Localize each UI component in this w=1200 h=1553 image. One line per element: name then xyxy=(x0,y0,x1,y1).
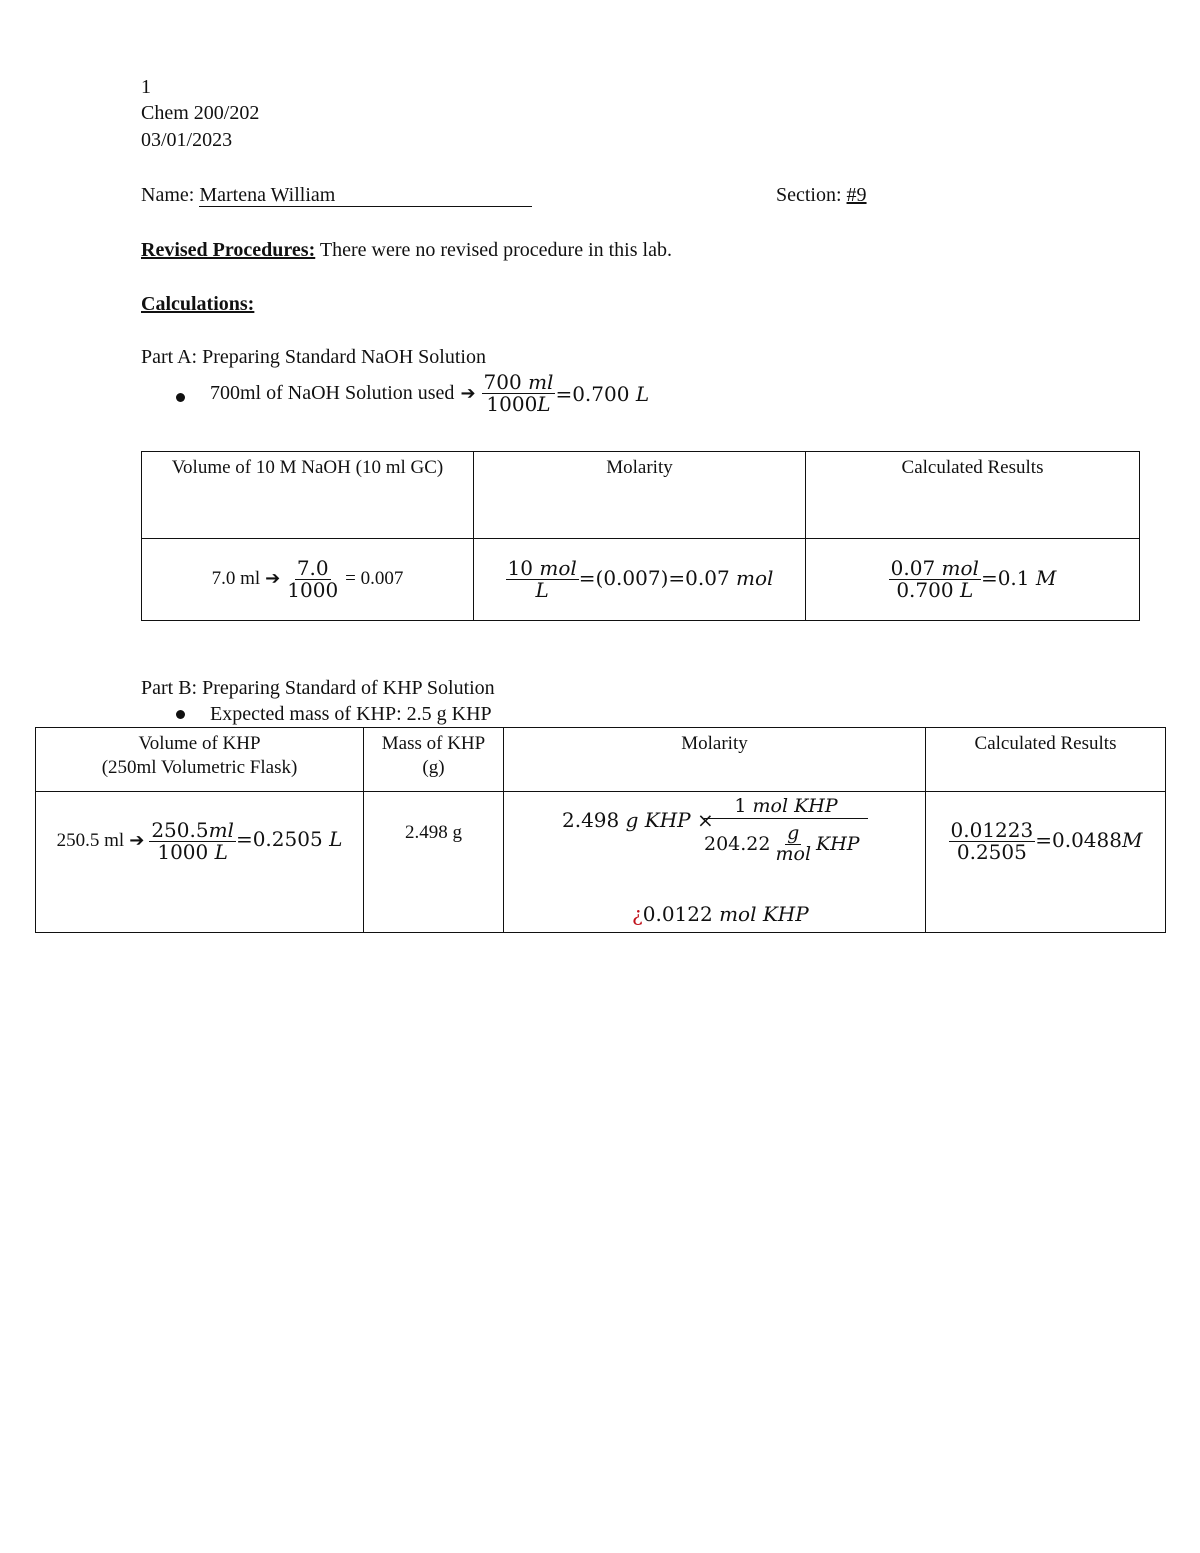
part-b-table xyxy=(35,727,1166,933)
right-arrow-icon: ➔ xyxy=(460,383,476,404)
name-field: Martena William xyxy=(199,184,532,207)
bullet-icon xyxy=(176,393,185,402)
part-a-table xyxy=(141,451,1140,621)
table-row xyxy=(36,792,1166,933)
result-cell: $\frac{\text{0.07 mol}}{0.700 L}$ =0.1 M xyxy=(806,539,1140,621)
part-a-result: =0.700 L xyxy=(555,381,650,406)
volume-fraction: $\frac{7.0}{1000}$ xyxy=(287,556,339,602)
part-a-title: Part A: Preparing Standard NaOH Solution xyxy=(141,346,486,368)
header-volume-khp: Volume of KHP (250ml Volumetric Flask) xyxy=(36,728,364,792)
header-molarity: Molarity xyxy=(474,452,806,539)
course-label: Chem 200/202 xyxy=(141,102,260,124)
part-a-bullet-text: 700ml of NaOH Solution used xyxy=(210,382,455,404)
part-a-fraction: $\frac{700 ml}{1000L}$ xyxy=(483,370,554,416)
volume-cell: 250.5 ml ➔ $\frac{250.5ml}{1000 L}$ =0.2505 L xyxy=(36,792,364,933)
page-number: 1 xyxy=(141,76,151,98)
mass-cell: 2.498 g xyxy=(364,792,504,933)
revised-text: There were no revised procedure in this lab. xyxy=(319,239,672,261)
volume-cell: 7.0 ml ➔ $\frac{7.0}{1000}$ = 0.007 xyxy=(142,539,474,621)
bullet-icon xyxy=(176,710,185,719)
molarity-cell: 2.498 g KHP × 1 mol KHP 204.22 $\frac{g}{\text{mol}}$ KHP ¿0.0122 mol KHP xyxy=(504,792,926,933)
molarity-cell: $\frac{\text{10 mol}}{L}$ =(0.007)=0.07 mol xyxy=(474,539,806,621)
table-header-row xyxy=(142,452,1140,539)
right-arrow-icon: ➔ xyxy=(265,568,281,590)
result-cell: $\frac{0.01223}{0.2505}$ =0.0488M xyxy=(926,792,1166,933)
header-results: Calculated Results xyxy=(806,452,1140,539)
table-row xyxy=(142,539,1140,621)
section-label: Section: xyxy=(776,184,842,206)
part-a-bullet xyxy=(210,372,649,415)
table-header-row xyxy=(36,728,1166,792)
name-label: Name: xyxy=(141,184,195,206)
revised-procedures xyxy=(141,237,672,263)
revised-heading: Revised Procedures: xyxy=(141,239,316,261)
volume-fraction: $\frac{250.5ml}{1000 L}$ xyxy=(151,818,234,864)
header-mass-khp: Mass of KHP (g) xyxy=(364,728,504,792)
date-label: 03/01/2023 xyxy=(141,129,233,151)
header-results: Calculated Results xyxy=(926,728,1166,792)
header-molarity: Molarity xyxy=(504,728,926,792)
section-row xyxy=(776,182,867,208)
name-row xyxy=(141,182,532,208)
section-value: #9 xyxy=(846,184,867,206)
calculations-heading: Calculations: xyxy=(141,293,255,315)
part-b-bullet: Expected mass of KHP: 2.5 g KHP xyxy=(210,703,492,725)
header-volume: Volume of 10 M NaOH (10 ml GC) xyxy=(142,452,474,539)
part-b-title: Part B: Preparing Standard of KHP Solution xyxy=(141,677,495,699)
right-arrow-icon: ➔ xyxy=(129,830,145,852)
